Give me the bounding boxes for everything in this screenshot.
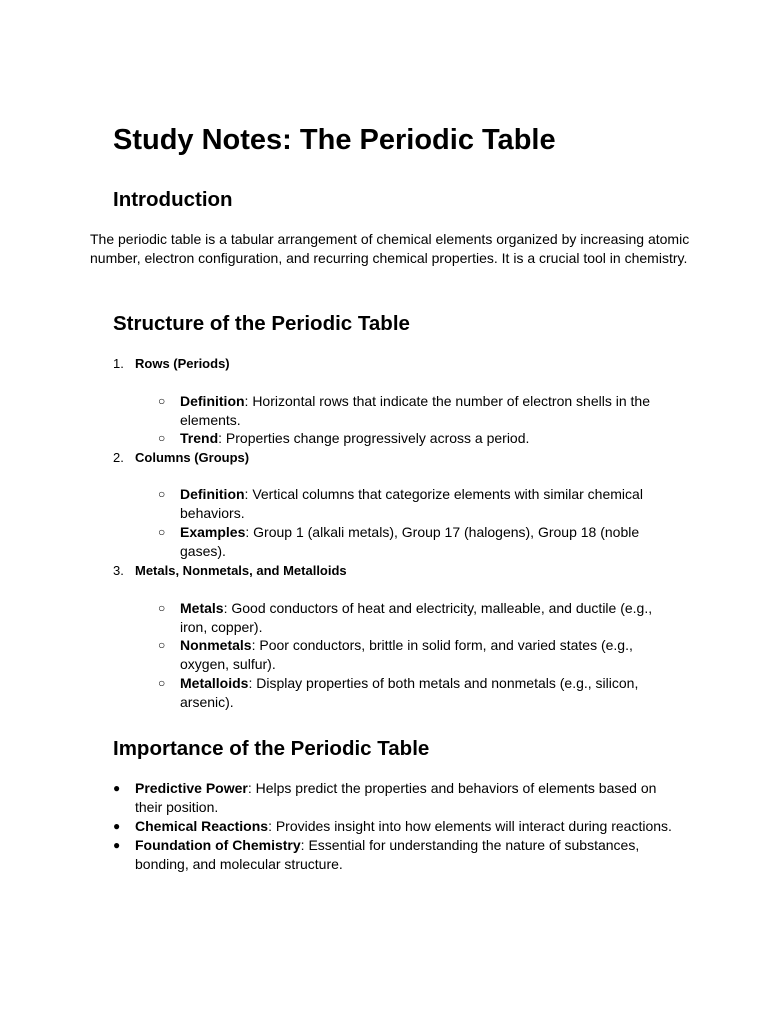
term-description: : Display properties of both metals and nonmetals (e.g., silicon, arsenic). (180, 675, 639, 710)
bullet-item (113, 817, 673, 836)
list-number: 2. (113, 450, 124, 465)
sub-list-item (158, 392, 683, 430)
list-number: 1. (113, 356, 124, 371)
term: Definition (180, 393, 245, 409)
list-item-label: Rows (Periods) (135, 356, 230, 371)
term: Metals (180, 600, 224, 616)
bullet-item (113, 836, 673, 874)
term: Examples (180, 524, 246, 540)
numbered-item-rows (113, 354, 230, 373)
circle-bullet-icon: ○ (158, 525, 166, 539)
term-description: : Good conductors of heat and electricity, malleable, and ductile (e.g., iron, copper). (180, 600, 653, 635)
term-description: : Essential for understanding the nature of substances, bonding, and molecular structure. (135, 837, 640, 872)
bullet-icon: ● (113, 781, 121, 795)
circle-bullet-icon: ○ (158, 676, 166, 690)
list-item-label: Columns (Groups) (135, 450, 250, 465)
bullet-icon: ● (113, 819, 121, 833)
list-number: 3. (113, 563, 124, 578)
circle-bullet-icon: ○ (158, 394, 166, 408)
bullet-item (113, 779, 673, 817)
sub-list-item (158, 636, 683, 674)
numbered-item-metals (113, 561, 347, 580)
sub-list-item (158, 674, 683, 712)
bullet-icon: ● (113, 838, 121, 852)
page-title: Study Notes: The Periodic Table (113, 124, 556, 156)
term-description: : Properties change progressively across a period. (218, 430, 530, 446)
section-heading-structure: Structure of the Periodic Table (113, 312, 410, 335)
term-description: : Horizontal rows that indicate the number of electron shells in the elements. (180, 393, 650, 428)
term: Trend (180, 430, 219, 446)
circle-bullet-icon: ○ (158, 601, 166, 615)
circle-bullet-icon: ○ (158, 431, 166, 445)
term: Chemical Reactions (135, 818, 269, 834)
term: Predictive Power (135, 780, 248, 796)
sub-list-item (158, 523, 683, 561)
section-heading-importance: Importance of the Periodic Table (113, 737, 430, 760)
term-description: : Provides insight into how elements will interact during reactions. (268, 818, 672, 834)
term: Metalloids (180, 675, 249, 691)
sub-list-item (158, 485, 683, 523)
section-heading-introduction: Introduction (113, 188, 233, 211)
term-description: : Vertical columns that categorize elements with similar chemical behaviors. (180, 486, 643, 521)
term: Foundation of Chemistry (135, 837, 301, 853)
term-description: : Poor conductors, brittle in solid form, and varied states (e.g., oxygen, sulfur). (180, 637, 633, 672)
list-item-label: Metals, Nonmetals, and Metalloids (135, 563, 347, 578)
intro-paragraph: The periodic table is a tabular arrangement of chemical elements organized by increasing atomic number, electron configuration, and recurring chemical properties. It is a crucial tool in chemistry. (90, 231, 690, 266)
term-description: : Group 1 (alkali metals), Group 17 (halogens), Group 18 (noble gases). (180, 524, 640, 559)
numbered-item-columns (113, 448, 249, 467)
term: Nonmetals (180, 637, 252, 653)
sub-list-item (158, 599, 683, 637)
term-description: : Helps predict the properties and behaviors of elements based on their position. (135, 780, 657, 815)
circle-bullet-icon: ○ (158, 638, 166, 652)
sub-list-item (158, 429, 683, 448)
term: Definition (180, 486, 245, 502)
circle-bullet-icon: ○ (158, 487, 166, 501)
